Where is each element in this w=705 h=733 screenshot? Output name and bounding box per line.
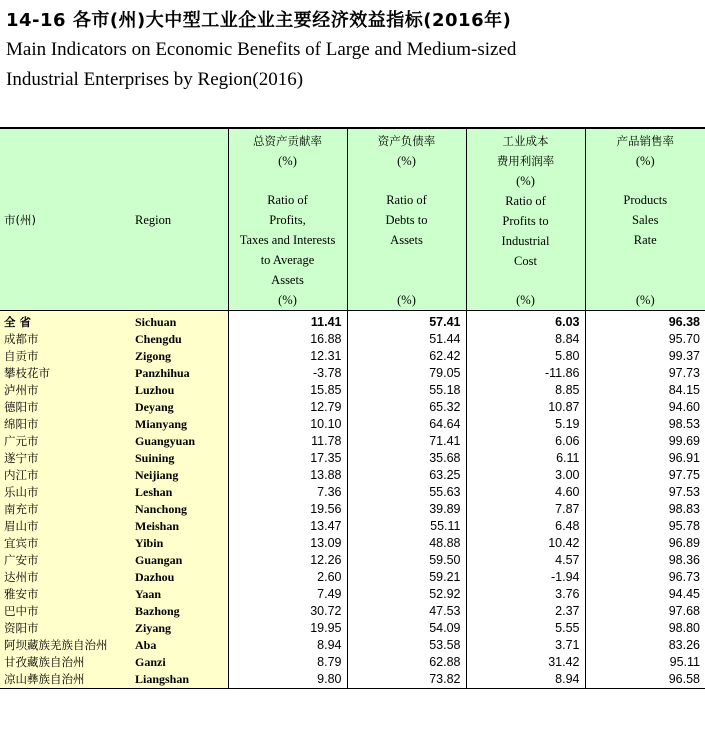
table-row <box>0 552 705 569</box>
table-row <box>0 416 705 433</box>
cell-city-zh: 巴中市 <box>0 603 131 620</box>
cell-city-zh: 德阳市 <box>0 399 131 416</box>
cell-city-zh: 绵阳市 <box>0 416 131 433</box>
table-row <box>0 331 705 348</box>
cell-cost-profit-ratio: 6.06 <box>466 433 585 450</box>
cell-asset-contribution: 12.79 <box>228 399 347 416</box>
table-row <box>0 518 705 535</box>
header-city-zh: 市(州) <box>0 128 131 311</box>
cell-sales-rate: 98.83 <box>585 501 705 518</box>
cell-cost-profit-ratio: -1.94 <box>466 569 585 586</box>
cell-region-en: Suining <box>131 450 228 467</box>
cell-cost-profit-ratio: 5.55 <box>466 620 585 637</box>
cell-asset-contribution: 19.95 <box>228 620 347 637</box>
cell-sales-rate: 96.91 <box>585 450 705 467</box>
page-title-zh: 14-16 各市(州)大中型工业企业主要经济效益指标(2016年) <box>6 10 512 31</box>
cell-city-zh: 甘孜藏族自治州 <box>0 654 131 671</box>
cell-debt-ratio: 54.09 <box>347 620 466 637</box>
cell-asset-contribution: 16.88 <box>228 331 347 348</box>
cell-sales-rate: 97.53 <box>585 484 705 501</box>
cell-region-en: Mianyang <box>131 416 228 433</box>
cell-cost-profit-ratio: 6.11 <box>466 450 585 467</box>
cell-cost-profit-ratio: 8.84 <box>466 331 585 348</box>
cell-debt-ratio: 48.88 <box>347 535 466 552</box>
cell-debt-ratio: 35.68 <box>347 450 466 467</box>
header-sales-rate: 产品销售率 (%) Products Sales Rate (%) <box>585 128 705 311</box>
cell-cost-profit-ratio: 4.60 <box>466 484 585 501</box>
cell-region-en: Liangshan <box>131 671 228 689</box>
cell-sales-rate: 98.36 <box>585 552 705 569</box>
table-row-total <box>0 311 705 332</box>
cell-sales-rate: 94.60 <box>585 399 705 416</box>
cell-city-zh: 遂宁市 <box>0 450 131 467</box>
table-row <box>0 637 705 654</box>
cell-region-en: Ziyang <box>131 620 228 637</box>
cell-region-en: Leshan <box>131 484 228 501</box>
cell-cost-profit-ratio: 8.94 <box>466 671 585 689</box>
indicators-table <box>0 127 705 689</box>
cell-city-zh: 南充市 <box>0 501 131 518</box>
cell-asset-contribution: 9.80 <box>228 671 347 689</box>
cell-debt-ratio: 71.41 <box>347 433 466 450</box>
cell-city-zh: 成都市 <box>0 331 131 348</box>
cell-debt-ratio: 59.50 <box>347 552 466 569</box>
table-body <box>0 311 705 689</box>
header-cost-profit-ratio: 工业成本 费用利润率 (%) Ratio of Profits to Industrial Cost (%) <box>466 128 585 311</box>
table-header-row <box>0 128 705 311</box>
cell-city-zh: 眉山市 <box>0 518 131 535</box>
table-row <box>0 671 705 689</box>
cell-cost-profit-ratio: -11.86 <box>466 365 585 382</box>
cell-sales-rate: 97.73 <box>585 365 705 382</box>
cell-asset-contribution: 13.88 <box>228 467 347 484</box>
cell-cost-profit-ratio: 7.87 <box>466 501 585 518</box>
cell-sales-rate: 83.26 <box>585 637 705 654</box>
cell-sales-rate: 96.58 <box>585 671 705 689</box>
cell-debt-ratio: 53.58 <box>347 637 466 654</box>
cell-region-en: Yaan <box>131 586 228 603</box>
cell-city-zh: 资阳市 <box>0 620 131 637</box>
cell-region-en: Aba <box>131 637 228 654</box>
table-row <box>0 348 705 365</box>
cell-debt-ratio: 55.11 <box>347 518 466 535</box>
cell-debt-ratio: 57.41 <box>347 311 466 332</box>
cell-sales-rate: 96.38 <box>585 311 705 332</box>
cell-region-en: Guangyuan <box>131 433 228 450</box>
table-row <box>0 382 705 399</box>
cell-asset-contribution: 8.94 <box>228 637 347 654</box>
cell-asset-contribution: 7.49 <box>228 586 347 603</box>
header-asset-contribution: 总资产贡献率 (%) Ratio of Profits, Taxes and Interests to Average Assets (%) <box>228 128 347 311</box>
cell-region-en: Chengdu <box>131 331 228 348</box>
table-row <box>0 365 705 382</box>
cell-region-en: Deyang <box>131 399 228 416</box>
page-title-en-line1: Main Indicators on Economic Benefits of Large and Medium-sized <box>6 39 517 60</box>
cell-sales-rate: 99.37 <box>585 348 705 365</box>
cell-city-zh: 阿坝藏族羌族自治州 <box>0 637 131 654</box>
cell-debt-ratio: 55.63 <box>347 484 466 501</box>
cell-city-zh: 达州市 <box>0 569 131 586</box>
cell-debt-ratio: 52.92 <box>347 586 466 603</box>
cell-sales-rate: 96.73 <box>585 569 705 586</box>
cell-debt-ratio: 51.44 <box>347 331 466 348</box>
cell-sales-rate: 96.89 <box>585 535 705 552</box>
cell-sales-rate: 84.15 <box>585 382 705 399</box>
table-row <box>0 433 705 450</box>
cell-region-en: Nanchong <box>131 501 228 518</box>
cell-region-en: Sichuan <box>131 311 228 332</box>
table-row <box>0 484 705 501</box>
cell-city-zh: 乐山市 <box>0 484 131 501</box>
cell-region-en: Bazhong <box>131 603 228 620</box>
cell-sales-rate: 99.69 <box>585 433 705 450</box>
cell-cost-profit-ratio: 6.03 <box>466 311 585 332</box>
cell-city-zh: 凉山彝族自治州 <box>0 671 131 689</box>
cell-sales-rate: 94.45 <box>585 586 705 603</box>
table-row <box>0 586 705 603</box>
table-row <box>0 535 705 552</box>
cell-region-en: Zigong <box>131 348 228 365</box>
cell-debt-ratio: 79.05 <box>347 365 466 382</box>
cell-region-en: Panzhihua <box>131 365 228 382</box>
cell-cost-profit-ratio: 6.48 <box>466 518 585 535</box>
cell-cost-profit-ratio: 3.00 <box>466 467 585 484</box>
cell-asset-contribution: 7.36 <box>228 484 347 501</box>
cell-region-en: Yibin <box>131 535 228 552</box>
cell-cost-profit-ratio: 2.37 <box>466 603 585 620</box>
cell-city-zh: 雅安市 <box>0 586 131 603</box>
cell-sales-rate: 98.80 <box>585 620 705 637</box>
cell-debt-ratio: 59.21 <box>347 569 466 586</box>
cell-asset-contribution: 11.78 <box>228 433 347 450</box>
cell-city-zh: 广安市 <box>0 552 131 569</box>
cell-asset-contribution: -3.78 <box>228 365 347 382</box>
cell-region-en: Dazhou <box>131 569 228 586</box>
cell-sales-rate: 95.11 <box>585 654 705 671</box>
cell-debt-ratio: 47.53 <box>347 603 466 620</box>
cell-city-zh: 宜宾市 <box>0 535 131 552</box>
cell-sales-rate: 97.68 <box>585 603 705 620</box>
table-row <box>0 501 705 518</box>
cell-region-en: Ganzi <box>131 654 228 671</box>
cell-region-en: Neijiang <box>131 467 228 484</box>
cell-cost-profit-ratio: 31.42 <box>466 654 585 671</box>
table-row <box>0 467 705 484</box>
cell-city-zh: 内江市 <box>0 467 131 484</box>
table-row <box>0 569 705 586</box>
cell-asset-contribution: 13.09 <box>228 535 347 552</box>
cell-sales-rate: 95.78 <box>585 518 705 535</box>
cell-asset-contribution: 30.72 <box>228 603 347 620</box>
cell-region-en: Luzhou <box>131 382 228 399</box>
table-row <box>0 450 705 467</box>
cell-region-en: Meishan <box>131 518 228 535</box>
cell-sales-rate: 97.75 <box>585 467 705 484</box>
cell-sales-rate: 95.70 <box>585 331 705 348</box>
header-debt-ratio: 资产负债率 (%) Ratio of Debts to Assets (%) <box>347 128 466 311</box>
cell-cost-profit-ratio: 3.71 <box>466 637 585 654</box>
cell-city-zh: 自贡市 <box>0 348 131 365</box>
cell-cost-profit-ratio: 3.76 <box>466 586 585 603</box>
cell-asset-contribution: 15.85 <box>228 382 347 399</box>
table-row <box>0 399 705 416</box>
cell-asset-contribution: 11.41 <box>228 311 347 332</box>
cell-asset-contribution: 13.47 <box>228 518 347 535</box>
header-region-en: Region <box>131 128 228 311</box>
cell-debt-ratio: 62.88 <box>347 654 466 671</box>
page-title-en-line2: Industrial Enterprises by Region(2016) <box>6 69 304 90</box>
cell-asset-contribution: 2.60 <box>228 569 347 586</box>
cell-region-en: Guangan <box>131 552 228 569</box>
cell-debt-ratio: 73.82 <box>347 671 466 689</box>
cell-asset-contribution: 12.31 <box>228 348 347 365</box>
cell-city-zh: 广元市 <box>0 433 131 450</box>
cell-city-zh: 攀枝花市 <box>0 365 131 382</box>
cell-city-zh: 泸州市 <box>0 382 131 399</box>
cell-debt-ratio: 63.25 <box>347 467 466 484</box>
cell-sales-rate: 98.53 <box>585 416 705 433</box>
cell-asset-contribution: 8.79 <box>228 654 347 671</box>
cell-cost-profit-ratio: 10.87 <box>466 399 585 416</box>
table-row <box>0 620 705 637</box>
cell-asset-contribution: 17.35 <box>228 450 347 467</box>
cell-debt-ratio: 62.42 <box>347 348 466 365</box>
cell-debt-ratio: 64.64 <box>347 416 466 433</box>
cell-cost-profit-ratio: 4.57 <box>466 552 585 569</box>
cell-debt-ratio: 39.89 <box>347 501 466 518</box>
cell-asset-contribution: 10.10 <box>228 416 347 433</box>
cell-cost-profit-ratio: 10.42 <box>466 535 585 552</box>
cell-city-zh: 全 省 <box>0 311 131 332</box>
cell-cost-profit-ratio: 5.19 <box>466 416 585 433</box>
table-row <box>0 603 705 620</box>
table-row <box>0 654 705 671</box>
cell-asset-contribution: 19.56 <box>228 501 347 518</box>
cell-cost-profit-ratio: 5.80 <box>466 348 585 365</box>
cell-cost-profit-ratio: 8.85 <box>466 382 585 399</box>
cell-asset-contribution: 12.26 <box>228 552 347 569</box>
cell-debt-ratio: 65.32 <box>347 399 466 416</box>
cell-debt-ratio: 55.18 <box>347 382 466 399</box>
